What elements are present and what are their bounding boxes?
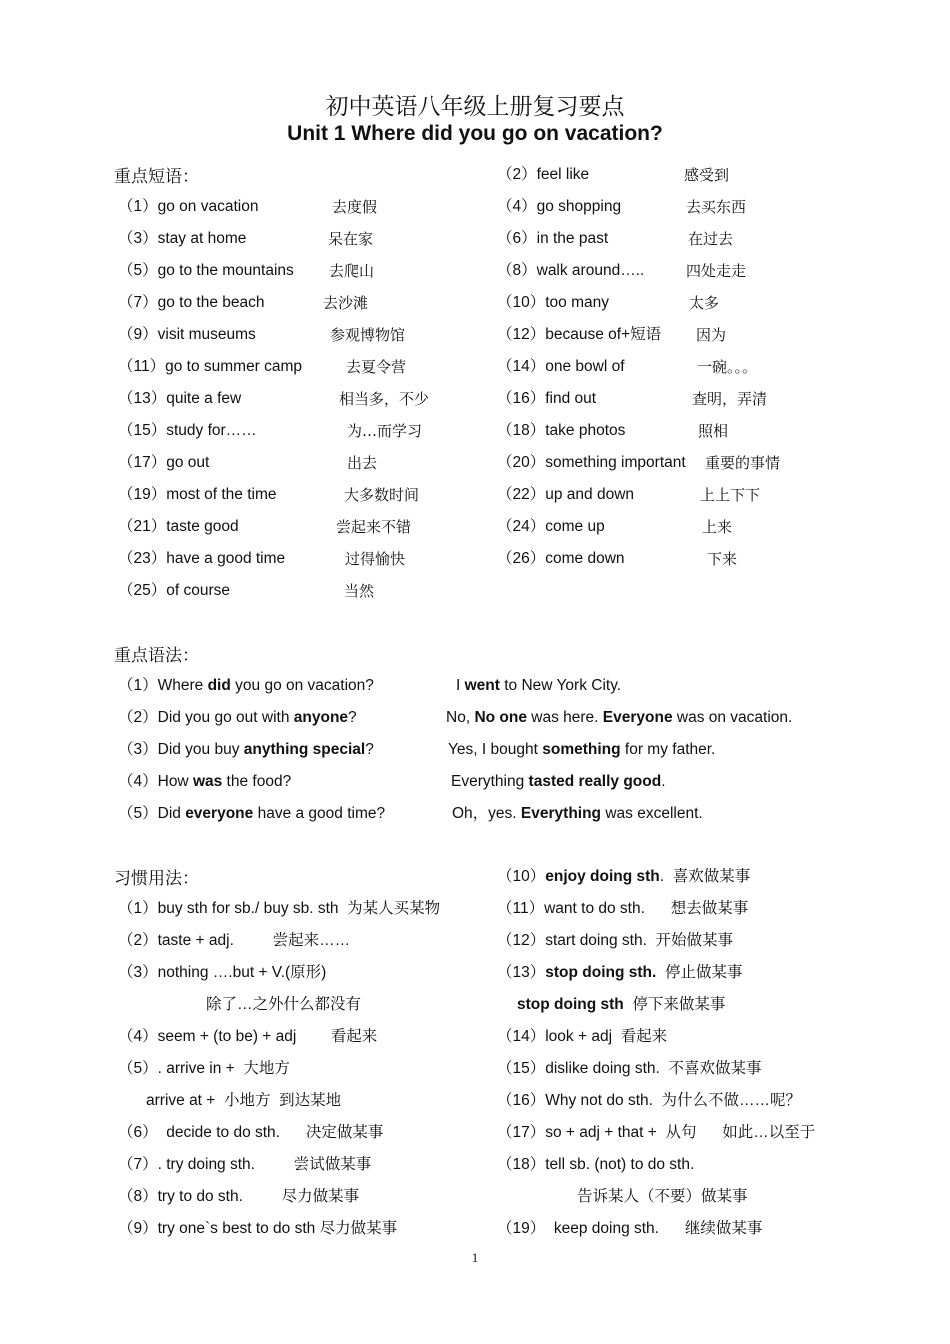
- text-fragment: No,: [446, 709, 475, 726]
- grammar-question: [118, 676, 374, 696]
- phrase-en: （10）too many: [497, 294, 609, 311]
- phrase-en: （26）come down: [497, 550, 625, 567]
- usage-item: [497, 867, 750, 887]
- text-fragment: was excellent.: [601, 805, 703, 822]
- text-fragment: （2）Did you go out with: [118, 709, 294, 726]
- grammar-answer: [448, 740, 715, 760]
- phrase-cn: 尝起来不错: [336, 518, 412, 536]
- grammar-answer: [456, 676, 621, 696]
- usage-item: （3）nothing ….but + V.(原形): [118, 964, 327, 981]
- phrase-en: （2）feel like: [497, 166, 590, 183]
- text-fragment: （16）Why not do sth. 为什么不做……呢？: [497, 1092, 802, 1109]
- phrase-cn: 为…而学习: [347, 422, 423, 440]
- usage-item: （4）seem + (to be) + adj 看起来: [118, 1028, 378, 1045]
- phrase-cn: 相当多，不少: [339, 390, 430, 408]
- phrase-cn: 去买东西: [686, 198, 747, 216]
- phrases-heading: 重点短语：: [114, 167, 199, 187]
- usage-item: [497, 963, 742, 983]
- phrase-en: （21）taste good: [118, 518, 239, 535]
- grammar-question: [118, 708, 357, 728]
- bold-keyword: something: [542, 741, 621, 758]
- bold-keyword: Everything: [520, 805, 602, 822]
- phrase-en: （13）quite a few: [118, 390, 242, 407]
- text-fragment: （19） keep doing sth. 继续做某事: [497, 1220, 763, 1237]
- text-fragment: was on vacation.: [672, 709, 793, 726]
- text-fragment: . 喜欢做某事: [659, 868, 751, 885]
- phrase-en: （15）study for……: [118, 422, 257, 439]
- text-fragment: （11）want to do sth. 想去做某事: [497, 900, 749, 917]
- phrase-cn: 过得愉快: [345, 550, 406, 568]
- text-fragment: Everything: [451, 773, 529, 790]
- phrase-en: （22）up and down: [497, 486, 635, 503]
- phrase-cn: 因为: [696, 326, 727, 344]
- usage-item: arrive at + 小地方 到达某地: [146, 1092, 342, 1109]
- usage-item: [497, 1027, 667, 1047]
- grammar-question: [118, 804, 385, 824]
- phrase-en: （4）go shopping: [497, 198, 622, 215]
- phrase-cn: 参观博物馆: [330, 326, 406, 344]
- phrase-en: （12）because of+短语: [497, 326, 662, 343]
- phrase-cn: 上来: [702, 518, 733, 536]
- phrase-cn: 查明，弄清: [692, 390, 768, 408]
- phrase-cn: 当然: [344, 582, 375, 600]
- usage-heading: 习惯用法：: [114, 869, 199, 889]
- phrase-en: （8）walk around…..: [497, 262, 645, 279]
- text-fragment: Oh，yes.: [452, 805, 521, 822]
- bold-keyword: Everyone: [602, 709, 673, 726]
- usage-item: [497, 1123, 815, 1143]
- text-fragment: 停止做某事: [656, 964, 743, 981]
- phrase-cn: 上上下下: [700, 486, 761, 504]
- phrase-en: （7）go to the beach: [118, 294, 265, 311]
- grammar-question: [118, 740, 374, 760]
- text-fragment: （14）look + adj 看起来: [497, 1028, 668, 1045]
- phrase-en: （23）have a good time: [118, 550, 286, 567]
- bold-keyword: was: [192, 773, 223, 790]
- phrase-cn: 大多数时间: [344, 486, 420, 504]
- text-fragment: （5）Did: [118, 805, 186, 822]
- bold-keyword: tasted really good: [528, 773, 662, 790]
- text-fragment: the food?: [222, 773, 292, 790]
- usage-item: （2）taste + adj. 尝起来……: [118, 932, 351, 949]
- phrase-en: （24）come up: [497, 518, 605, 535]
- bold-keyword: stop doing sth: [517, 996, 624, 1013]
- unit-title: Unit 1 Where did you go on vacation?: [287, 122, 663, 145]
- usage-item: [577, 1187, 748, 1207]
- bold-keyword: enjoy doing sth: [545, 868, 660, 885]
- phrase-cn: 去夏令营: [346, 358, 407, 376]
- page-number: 1: [471, 1250, 479, 1265]
- phrase-en: （3）stay at home: [118, 230, 247, 247]
- phrase-en: （20）something important: [497, 454, 686, 471]
- phrase-en: （19）most of the time: [118, 486, 277, 503]
- phrase-cn: 重要的事情: [705, 454, 781, 472]
- usage-item: [497, 1091, 801, 1111]
- text-fragment: I: [456, 677, 465, 694]
- text-fragment: （18）tell sb. (not) to do sth.: [497, 1156, 695, 1173]
- text-fragment: ?: [348, 709, 357, 726]
- phrase-cn: 在过去: [688, 230, 734, 248]
- text-fragment: 停下来做某事: [623, 996, 726, 1013]
- phrase-cn: 照相: [698, 422, 729, 440]
- grammar-answer: [452, 804, 703, 824]
- usage-item: （1）buy sth for sb./ buy sb. sth 为某人买某物: [118, 900, 441, 917]
- grammar-answer: [446, 708, 792, 728]
- phrase-en: （25）of course: [118, 582, 230, 599]
- phrase-en: （18）take photos: [497, 422, 626, 439]
- grammar-answer: [451, 772, 666, 792]
- text-fragment: （15）dislike doing sth. 不喜欢做某事: [497, 1060, 762, 1077]
- text-fragment: （12）start doing sth. 开始做某事: [497, 932, 734, 949]
- phrase-cn: 去沙滩: [323, 294, 369, 312]
- phrase-en: （14）one bowl of: [497, 358, 625, 375]
- text-fragment: 告诉某人（不要）做某事: [577, 1188, 748, 1205]
- text-fragment: Yes, I bought: [448, 741, 543, 758]
- phrase-cn: 感受到: [684, 166, 730, 184]
- grammar-question: [118, 772, 291, 792]
- text-fragment: have a good time?: [253, 805, 386, 822]
- phrase-en: （16）find out: [497, 390, 597, 407]
- usage-item: [497, 1155, 694, 1175]
- usage-item: [497, 899, 748, 919]
- phrase-en: （6）in the past: [497, 230, 609, 247]
- bold-keyword: No one: [474, 709, 527, 726]
- usage-item: （5）. arrive in + 大地方: [118, 1060, 290, 1077]
- text-fragment: （13）: [497, 964, 546, 981]
- text-fragment: （4）How: [118, 773, 193, 790]
- usage-item: （6） decide to do sth. 决定做某事: [118, 1124, 384, 1141]
- phrase-cn: 出去: [347, 454, 378, 472]
- usage-item: [517, 995, 725, 1015]
- page-title-cn: 初中英语八年级上册复习要点: [325, 94, 625, 120]
- text-fragment: was here.: [526, 709, 603, 726]
- phrase-en: （9）visit museums: [118, 326, 256, 343]
- text-fragment: ?: [365, 741, 374, 758]
- text-fragment: .: [661, 773, 666, 790]
- phrase-cn: 去爬山: [329, 262, 375, 280]
- phrase-en: （5）go to the mountains: [118, 262, 294, 279]
- bold-keyword: did: [207, 677, 231, 694]
- grammar-heading: 重点语法：: [114, 646, 199, 666]
- phrase-cn: 太多: [689, 294, 720, 312]
- phrase-cn: 四处走走: [686, 262, 747, 280]
- text-fragment: （10）: [497, 868, 546, 885]
- usage-item: （9）try one`s best to do sth 尽力做某事: [118, 1220, 398, 1237]
- bold-keyword: went: [464, 677, 500, 694]
- phrase-en: （1）go on vacation: [118, 198, 259, 215]
- text-fragment: you go on vacation?: [230, 677, 374, 694]
- text-fragment: （17）so + adj + that + 从句 如此…以至于: [497, 1124, 816, 1141]
- text-fragment: for my father.: [620, 741, 716, 758]
- text-fragment: （1）Where: [118, 677, 208, 694]
- bold-keyword: anything special: [243, 741, 366, 758]
- bold-keyword: stop doing sth.: [545, 964, 657, 981]
- usage-item: [497, 931, 733, 951]
- text-fragment: to New York City.: [499, 677, 622, 694]
- usage-item: （8）try to do sth. 尽力做某事: [118, 1188, 360, 1205]
- usage-item: [497, 1059, 761, 1079]
- phrase-en: （17）go out: [118, 454, 210, 471]
- text-fragment: （3）Did you buy: [118, 741, 244, 758]
- bold-keyword: anyone: [293, 709, 349, 726]
- phrase-cn: 一碗。。。: [697, 358, 758, 376]
- usage-item: [497, 1219, 762, 1239]
- bold-keyword: everyone: [185, 805, 254, 822]
- phrase-cn: 呆在家: [328, 230, 374, 248]
- phrase-en: （11）go to summer camp: [118, 358, 303, 375]
- phrase-cn: 去度假: [332, 198, 378, 216]
- phrase-cn: 下来: [707, 550, 738, 568]
- usage-item: 除了…之外什么都没有: [206, 996, 362, 1013]
- usage-item: （7）. try doing sth. 尝试做某事: [118, 1156, 372, 1173]
